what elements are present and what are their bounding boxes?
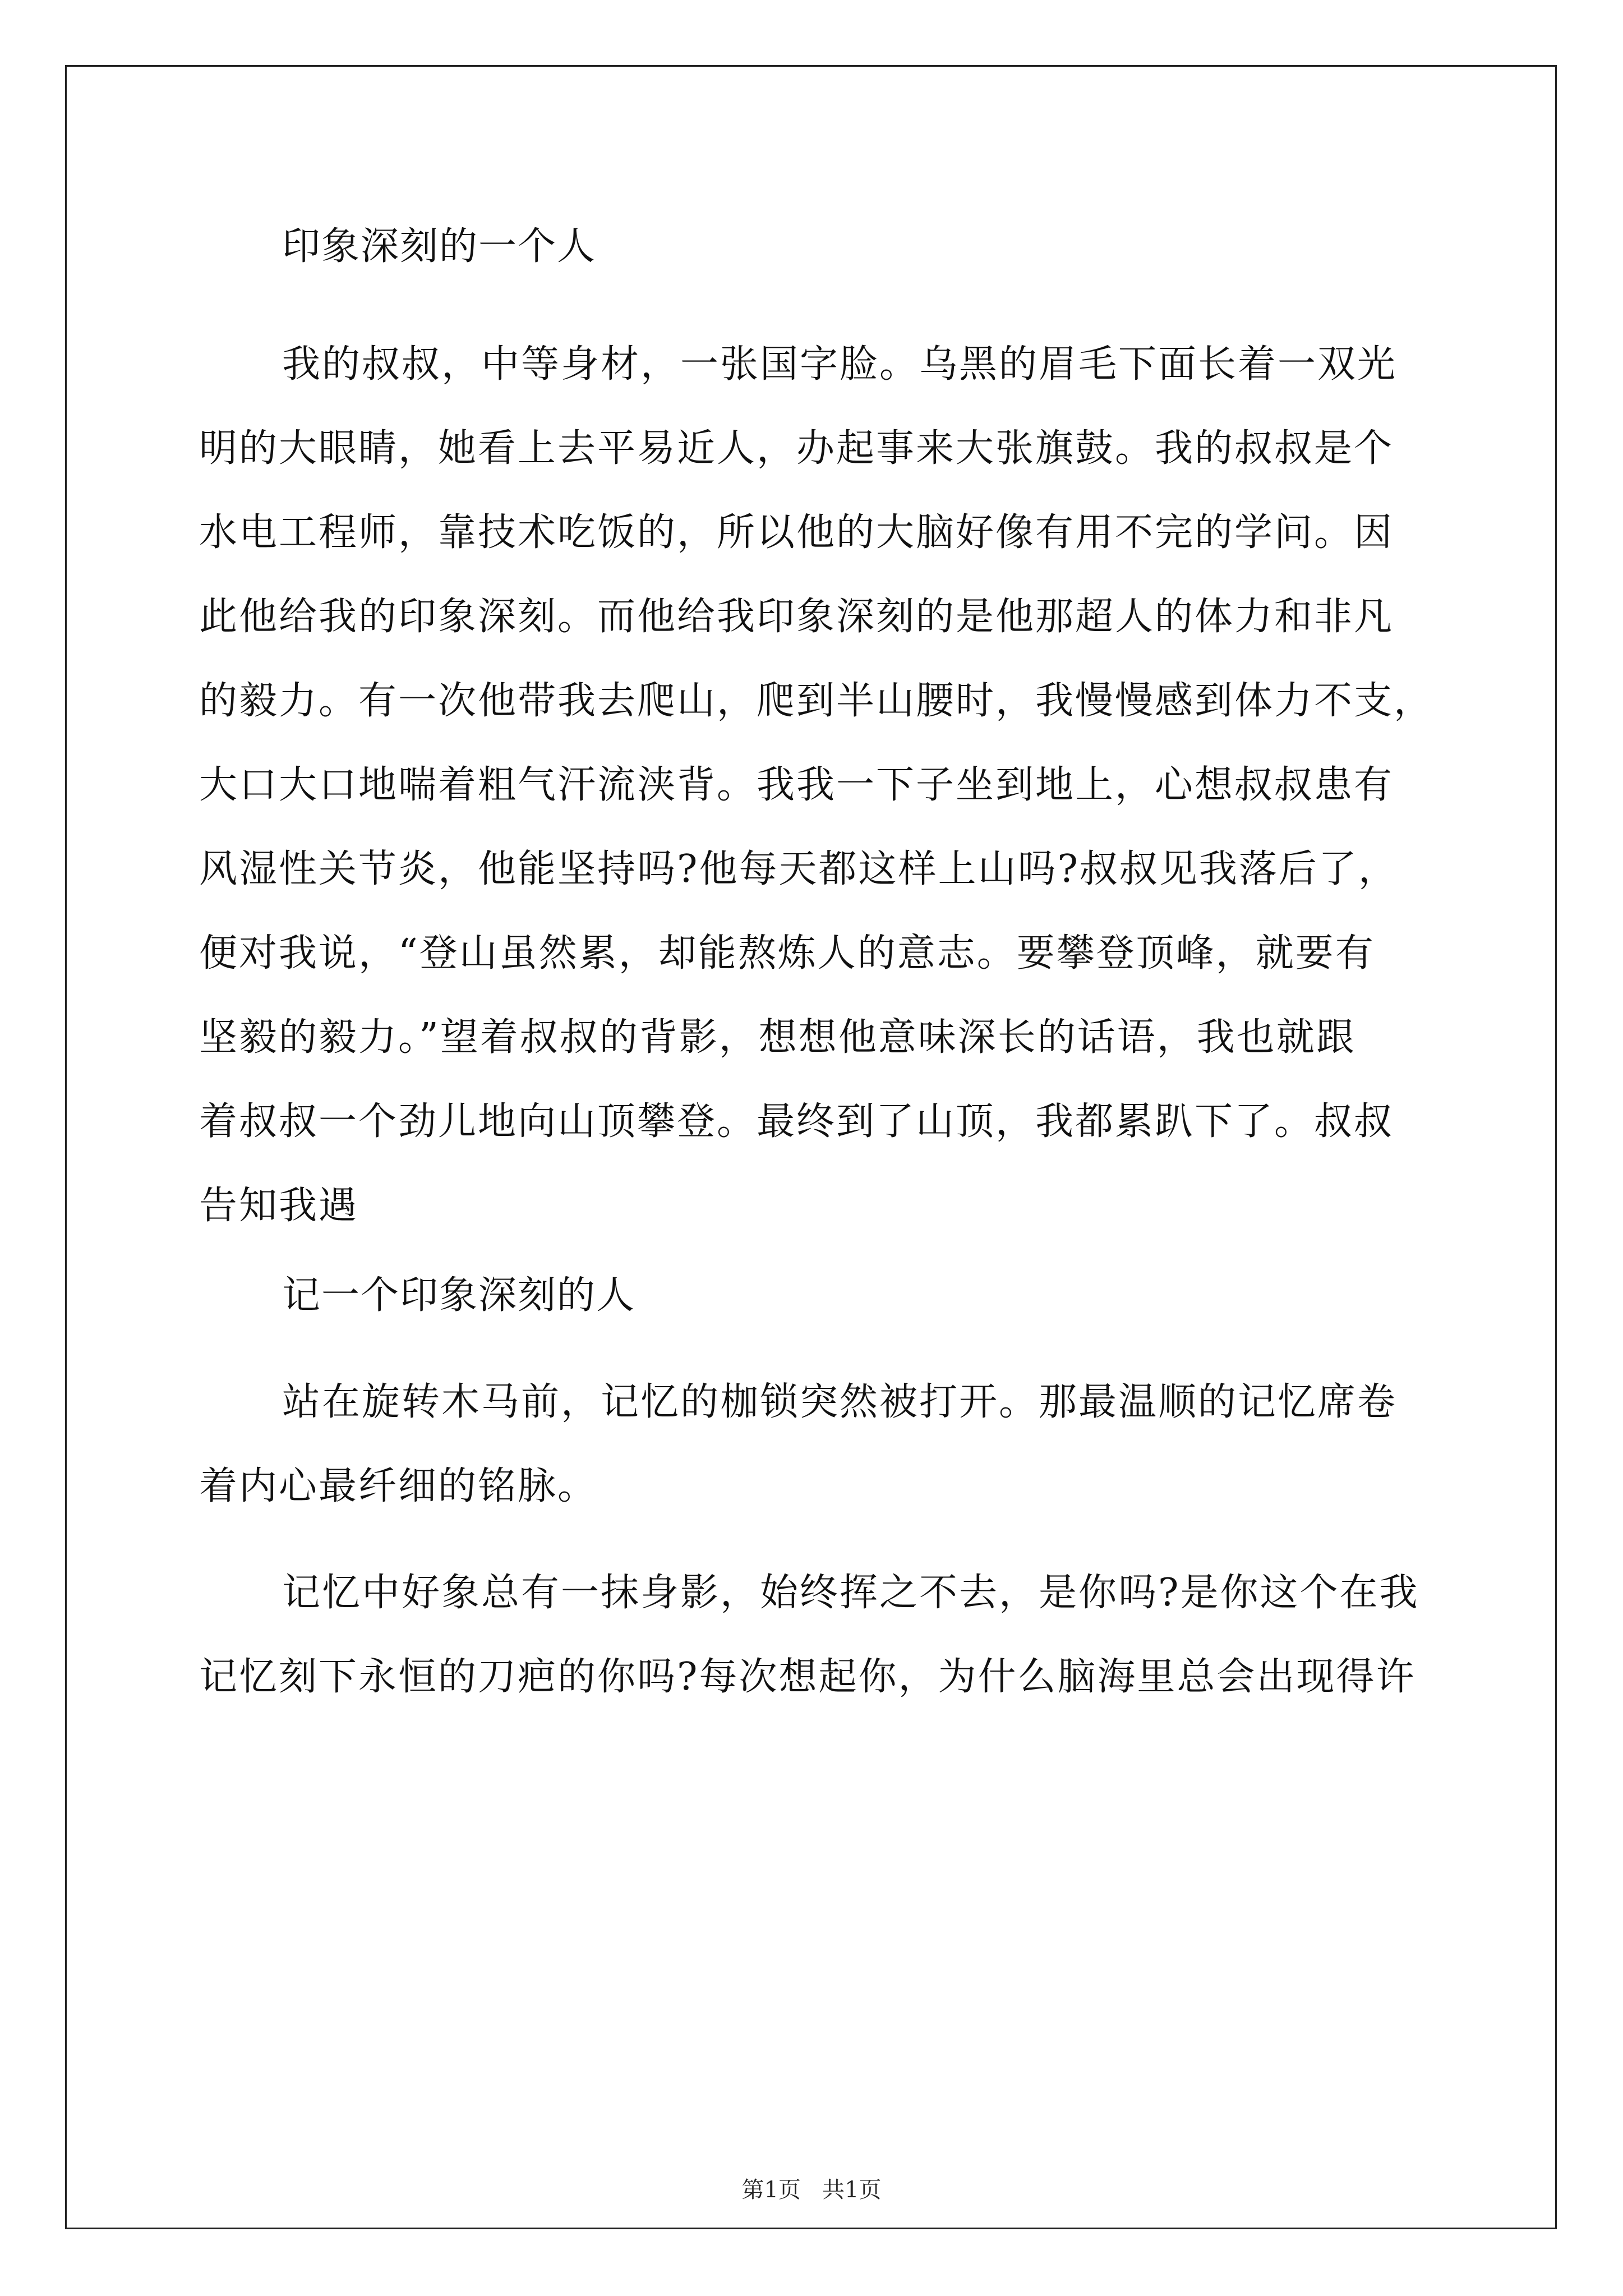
text-line: 我的叔叔，中等身材，一张国字脸。乌黑的眉毛下面长着一双光 xyxy=(282,342,1398,386)
text-line: 记忆中好象总有一抹身影，始终挥之不去，是你吗?是你这个在我 xyxy=(282,1571,1419,1615)
text-line: 便对我说，“登山虽然累，却能熬炼人的意志。要攀登顶峰，就要有 xyxy=(199,931,1375,976)
text-line: 此他给我的印象深刻。而他给我印象深刻的是他那超人的体力和非凡 xyxy=(199,595,1394,639)
text-line: 明的大眼睛，她看上去平易近人，办起事来大张旗鼓。我的叔叔是个 xyxy=(199,426,1394,471)
text-line: 着内心最纤细的铭脉。 xyxy=(199,1464,598,1508)
text-line: 大口大口地喘着粗气汗流浃背。我我一下子坐到地上，心想叔叔患有 xyxy=(199,763,1394,807)
page-footer: 第1页 共1页 xyxy=(741,2177,882,2203)
text-line: 水电工程师，靠技术吃饭的，所以他的大脑好像有用不完的学问。因 xyxy=(199,510,1394,555)
text-line: 风湿性关节炎，他能坚持吗?他每天都这样上山吗?叔叔见我落后了， xyxy=(199,847,1398,891)
section-title: 记一个印象深刻的人 xyxy=(282,1273,636,1318)
text-line: 站在旋转木马前，记忆的枷锁突然被打开。那最温顺的记忆席卷 xyxy=(282,1380,1398,1424)
text-line: 坚毅的毅力。”望着叔叔的背影，想想他意味深长的话语，我也就跟 xyxy=(199,1015,1356,1060)
section-title: 印象深刻的一个人 xyxy=(282,224,597,269)
text-line: 着叔叔一个劲儿地向山顶攀登。最终到了山顶，我都累趴下了。叔叔 xyxy=(199,1099,1394,1144)
text-line: 的毅力。有一次他带我去爬山，爬到半山腰时，我慢慢感到体力不支， xyxy=(199,679,1434,723)
page-border xyxy=(65,65,1557,2229)
text-line: 告知我遇 xyxy=(199,1184,359,1228)
text-line: 记忆刻下永恒的刀疤的你吗?每次想起你，为什么脑海里总会出现得许 xyxy=(199,1655,1416,1699)
